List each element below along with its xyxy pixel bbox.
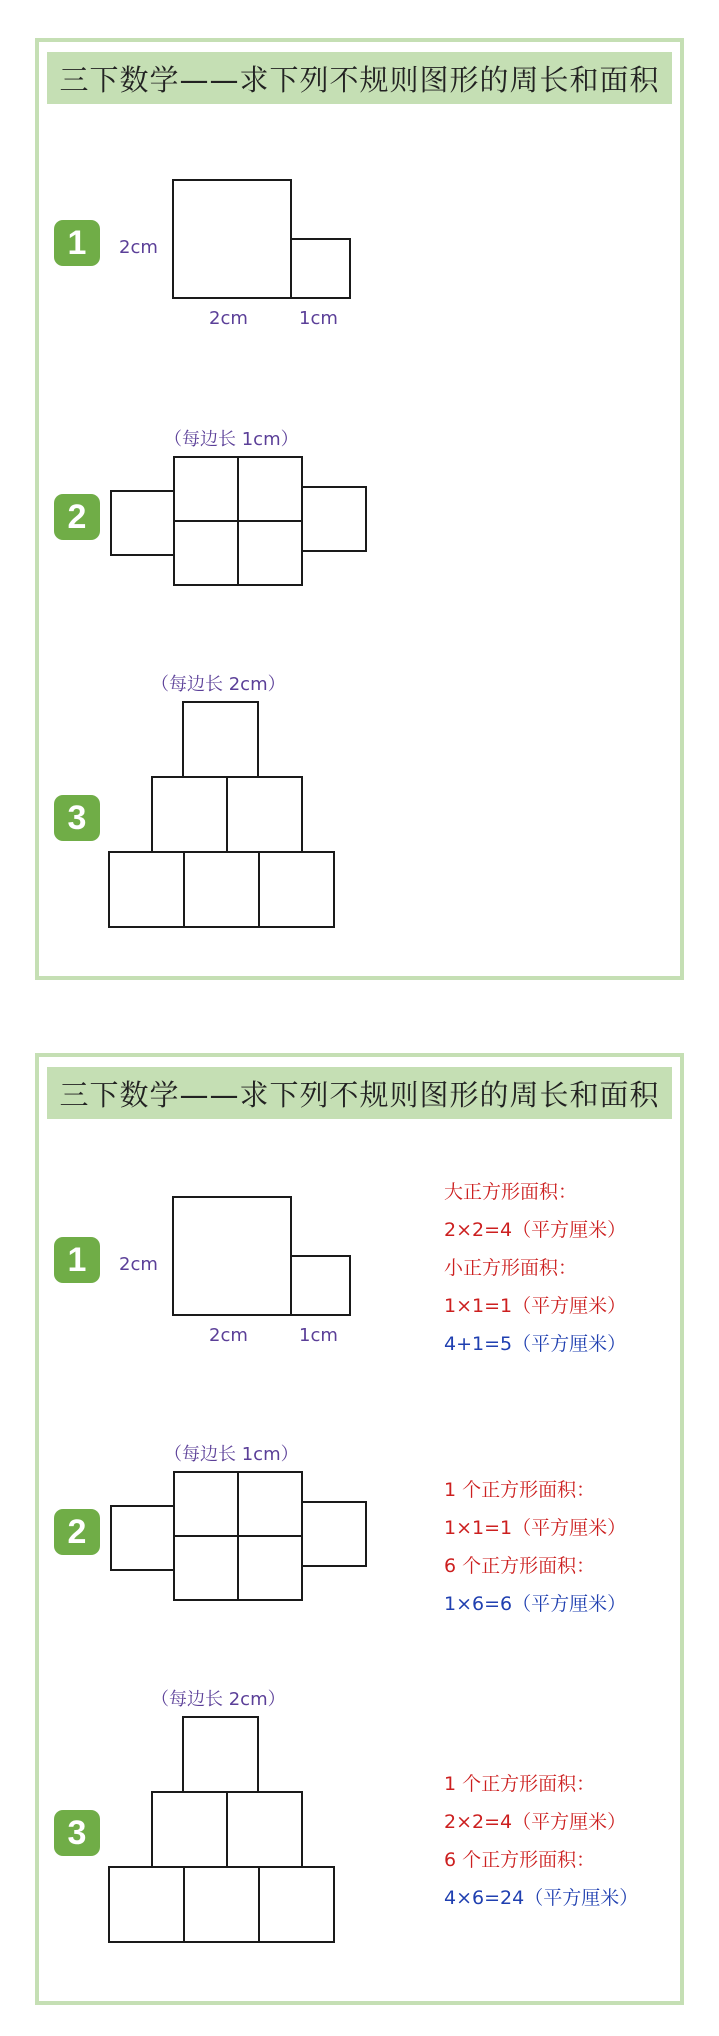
- badge-1: 1: [54, 220, 100, 266]
- answer-line: 小正方形面积：: [444, 1257, 578, 1279]
- answer-line: 2×2=4（平方厘米）: [444, 1811, 627, 1833]
- answer-line: 1×1=1（平方厘米）: [444, 1295, 627, 1317]
- square: [151, 1791, 228, 1868]
- square: [226, 1791, 303, 1868]
- small-square: [290, 1255, 351, 1316]
- answer-block-2: [444, 1471, 626, 1623]
- answer-total: 4+1=5（平方厘米）: [444, 1333, 627, 1355]
- badge-3: 3: [54, 795, 100, 841]
- figure3-note: （每边长 2cm）: [151, 1689, 286, 1710]
- square: [237, 1471, 303, 1537]
- square: [173, 520, 239, 586]
- page-title: 三下数学——求下列不规则图形的周长和面积: [47, 1067, 672, 1119]
- square: [182, 701, 259, 778]
- square: [226, 776, 303, 853]
- badge-3: 3: [54, 1810, 100, 1856]
- answer-line: 1 个正方形面积：: [444, 1773, 596, 1795]
- big-square: [172, 179, 292, 299]
- answer-line: 6 个正方形面积：: [444, 1555, 596, 1577]
- bottom-label-big: 2cm: [209, 308, 248, 329]
- page-title: 三下数学——求下列不规则图形的周长和面积: [47, 52, 672, 104]
- answer-block-1: [444, 1173, 626, 1363]
- square: [301, 1501, 367, 1567]
- answer-panel: [35, 1053, 684, 2005]
- bottom-label-big: 2cm: [209, 1325, 248, 1346]
- answer-line: 1×1=1（平方厘米）: [444, 1517, 627, 1539]
- square: [173, 1471, 239, 1537]
- square: [258, 1866, 335, 1943]
- square: [237, 520, 303, 586]
- badge-1: 1: [54, 1237, 100, 1283]
- square: [110, 490, 176, 556]
- square: [173, 456, 239, 522]
- square: [237, 456, 303, 522]
- answer-line: 1 个正方形面积：: [444, 1479, 596, 1501]
- answer-block-3: [444, 1765, 638, 1917]
- answer-line: 大正方形面积：: [444, 1181, 578, 1203]
- square: [258, 851, 335, 928]
- square: [183, 1866, 260, 1943]
- figure3-note: （每边长 2cm）: [151, 674, 286, 695]
- square: [173, 1535, 239, 1601]
- bottom-label-small: 1cm: [299, 1325, 338, 1346]
- badge-2: 2: [54, 494, 100, 540]
- big-square: [172, 1196, 292, 1316]
- question-panel: [35, 38, 684, 980]
- answer-line: 6 个正方形面积：: [444, 1849, 596, 1871]
- badge-2: 2: [54, 1509, 100, 1555]
- side-length-label: 2cm: [119, 237, 158, 258]
- figure2-note: （每边长 1cm）: [164, 429, 299, 450]
- square: [110, 1505, 176, 1571]
- square: [182, 1716, 259, 1793]
- square: [108, 1866, 185, 1943]
- square: [237, 1535, 303, 1601]
- side-length-label: 2cm: [119, 1254, 158, 1275]
- answer-total: 1×6=6（平方厘米）: [444, 1593, 627, 1615]
- answer-line: 2×2=4（平方厘米）: [444, 1219, 627, 1241]
- figure2-note: （每边长 1cm）: [164, 1444, 299, 1465]
- small-square: [290, 238, 351, 299]
- square: [151, 776, 228, 853]
- square: [183, 851, 260, 928]
- square: [108, 851, 185, 928]
- bottom-label-small: 1cm: [299, 308, 338, 329]
- square: [301, 486, 367, 552]
- answer-total: 4×6=24（平方厘米）: [444, 1887, 639, 1909]
